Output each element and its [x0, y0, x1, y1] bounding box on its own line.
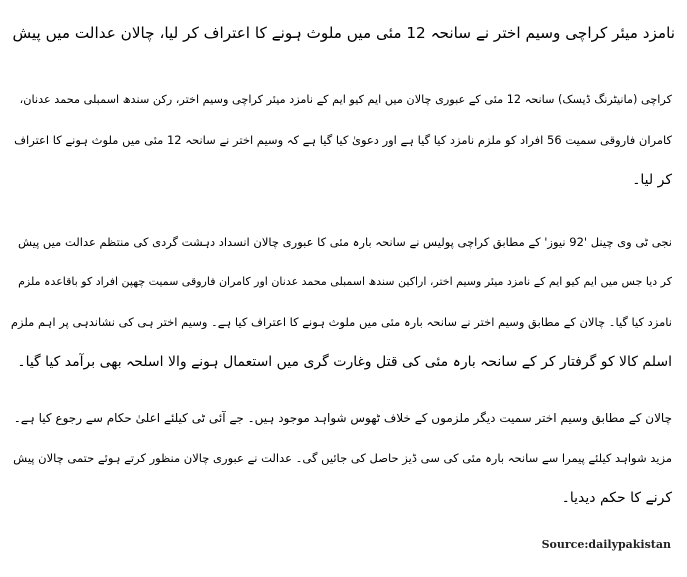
paragraph-line: مزید شواہد کیلئے پیمرا سے سانحہ بارہ مئی کی سی ڈیز حاصل کی جائیں گی۔ عدالت نے عبوری چالان منظور کرتے ہوئے حتمی چالان پیش: [13, 451, 672, 465]
paragraph-line: نجی ٹی وی چینل '92 نیوز' کے مطابق کراچی پولیس نے سانحہ بارہ مئی کا عبوری چالان انسداد دہشت گردی کی منتظم عدالت میں پیش: [17, 235, 672, 249]
paragraph-line: چالان کے مطابق وسیم اختر سمیت دیگر ملزموں کے خلاف ٹھوس شواہد موجود ہیں۔ جے آئی ٹی کیلئے اعلیٰ حکام سے رجوع کیا ہے۔: [13, 411, 672, 425]
paragraph-line: کراچی (مانیٹرنگ ڈیسک) سانحہ 12 مئی کے عبوری چالان میں ایم کیو ایم کے نامزد میئر کراچی وسیم اختر، رکن سندھ اسمبلی محمد عدنان،: [19, 93, 672, 106]
article-paragraph-2: [10, 222, 672, 382]
paragraph-line: نامزد کیا گیا۔ چالان کے مطابق وسیم اختر نے سانحہ بارہ مئی میں ملوث ہونے کا اعتراف کیا ہے۔ وسیم اختر ہی کی نشاندہی پر اہم ملزم: [10, 315, 672, 329]
paragraph-line: کرنے کا حکم دیدیا۔: [561, 490, 672, 506]
source-credit: Source:dailypakistan: [541, 538, 671, 551]
paragraph-line: کامران فاروقی سمیت 56 افراد کو ملزم نامزد کیا گیا ہے اور دعویٰ کیا گیا ہے کہ وسیم اختر نے سانحہ 12 مئی میں ملوث ہونے کا اعتراف: [14, 133, 672, 147]
paragraph-line: اسلم کالا کو گرفتار کر کے سانحہ بارہ مئی کی قتل وغارت گری میں استعمال ہونے والا اسلحہ بھی برآمد کیا گیا۔: [17, 354, 672, 370]
paragraph-line: کر لیا۔: [632, 172, 672, 188]
article-paragraph-3: [10, 398, 672, 518]
paragraph-line: کر دیا جس میں ایم کیو ایم کے نامزد میئر وسیم اختر، اراکین سندھ اسمبلی محمد عدنان اور کامران فاروقی سمیت چھپن افراد کو باقاعدہ ملزم: [18, 275, 672, 288]
article-headline: نامزد میئر کراچی وسیم اختر نے سانحہ 12 مئی میں ملوث ہونے کا اعتراف کر لیا، چالان عدالت میں پیش: [12, 24, 675, 42]
article-paragraph-1: [10, 80, 672, 200]
